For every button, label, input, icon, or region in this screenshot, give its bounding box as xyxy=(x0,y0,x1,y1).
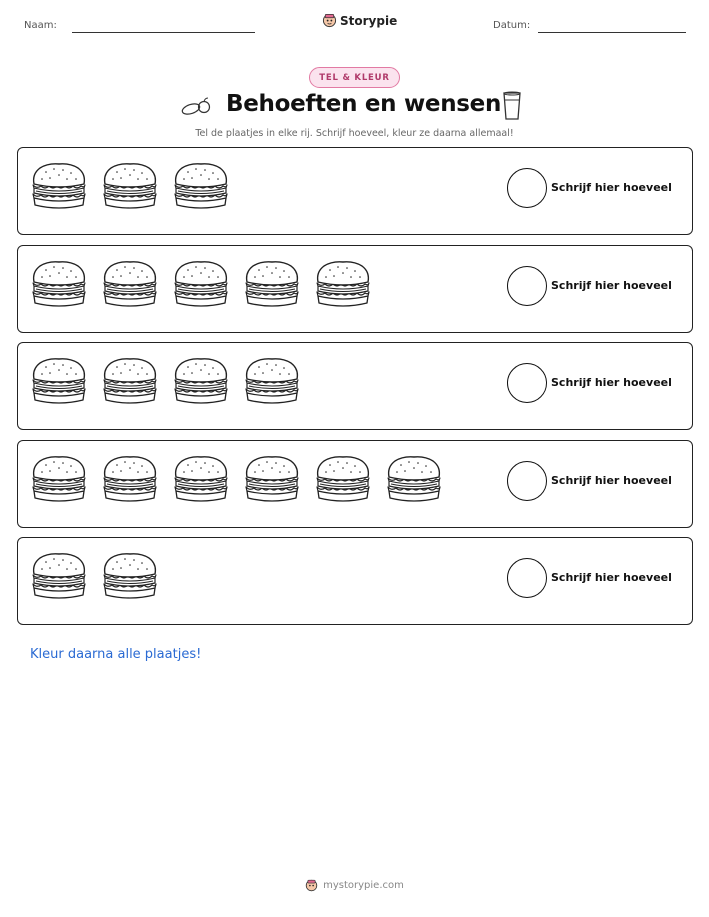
sandwich-icon xyxy=(30,453,88,505)
sandwich-icon xyxy=(101,160,159,212)
answer-label: Schrijf hier hoeveel xyxy=(551,278,672,292)
sandwich-icon xyxy=(101,550,159,602)
title-row xyxy=(0,88,709,128)
milk-glass-icon xyxy=(501,91,523,121)
sandwich-icon xyxy=(314,258,372,310)
item-group xyxy=(30,160,230,212)
answer-circle[interactable] xyxy=(507,461,547,501)
page-title: Behoeften en wensen xyxy=(226,91,502,117)
sandwich-icon xyxy=(243,258,301,310)
answer-label: Schrijf hier hoeveel xyxy=(551,376,672,390)
sandwich-icon xyxy=(172,160,230,212)
brand-logo xyxy=(322,13,397,28)
sandwich-icon xyxy=(172,258,230,310)
sandwich-icon xyxy=(101,355,159,407)
counting-row xyxy=(17,342,693,430)
name-write-line[interactable] xyxy=(72,32,255,33)
sandwich-icon xyxy=(172,355,230,407)
sandwich-icon xyxy=(30,550,88,602)
sandwich-icon xyxy=(243,453,301,505)
answer-circle[interactable] xyxy=(507,266,547,306)
counting-row xyxy=(17,440,693,528)
sandwich-icon xyxy=(30,355,88,407)
sandwich-icon xyxy=(101,453,159,505)
answer-label: Schrijf hier hoeveel xyxy=(551,181,672,194)
footer-url[interactable]: mystorypie.com xyxy=(323,880,404,891)
sandwich-icon xyxy=(172,453,230,505)
item-group xyxy=(30,258,372,310)
answer-label: Schrijf hier hoeveel xyxy=(551,473,672,487)
date-label: Datum: xyxy=(493,20,531,31)
counting-row xyxy=(17,245,693,333)
category-badge: TEL & KLEUR xyxy=(309,67,400,88)
sandwich-icon xyxy=(101,258,159,310)
answer-circle[interactable] xyxy=(507,558,547,598)
color-instruction: Kleur daarna alle plaatjes! xyxy=(30,647,202,662)
counting-row xyxy=(17,537,693,625)
name-label: Naam: xyxy=(24,20,57,31)
sandwich-icon xyxy=(385,453,443,505)
counting-rows xyxy=(17,147,693,635)
storypie-mascot-icon xyxy=(305,879,318,892)
footer-brand xyxy=(0,879,709,892)
date-write-line[interactable] xyxy=(538,32,686,33)
answer-circle[interactable] xyxy=(507,363,547,403)
item-group xyxy=(30,550,159,602)
instructions: Tel de plaatjes in elke rij. Schrijf hoeveel, kleur ze daarna allemaal! xyxy=(195,128,514,139)
answer-label: Schrijf hier hoeveel xyxy=(551,571,672,585)
storypie-mascot-icon xyxy=(322,13,337,28)
answer-circle[interactable] xyxy=(507,168,547,208)
brand-name: Storypie xyxy=(340,13,398,28)
counting-row xyxy=(17,147,693,235)
sandwich-icon xyxy=(314,453,372,505)
item-group xyxy=(30,355,301,407)
sandwich-icon xyxy=(30,258,88,310)
sandwich-icon xyxy=(30,160,88,212)
food-icon xyxy=(181,96,213,118)
sandwich-icon xyxy=(243,355,301,407)
item-group xyxy=(30,453,443,505)
